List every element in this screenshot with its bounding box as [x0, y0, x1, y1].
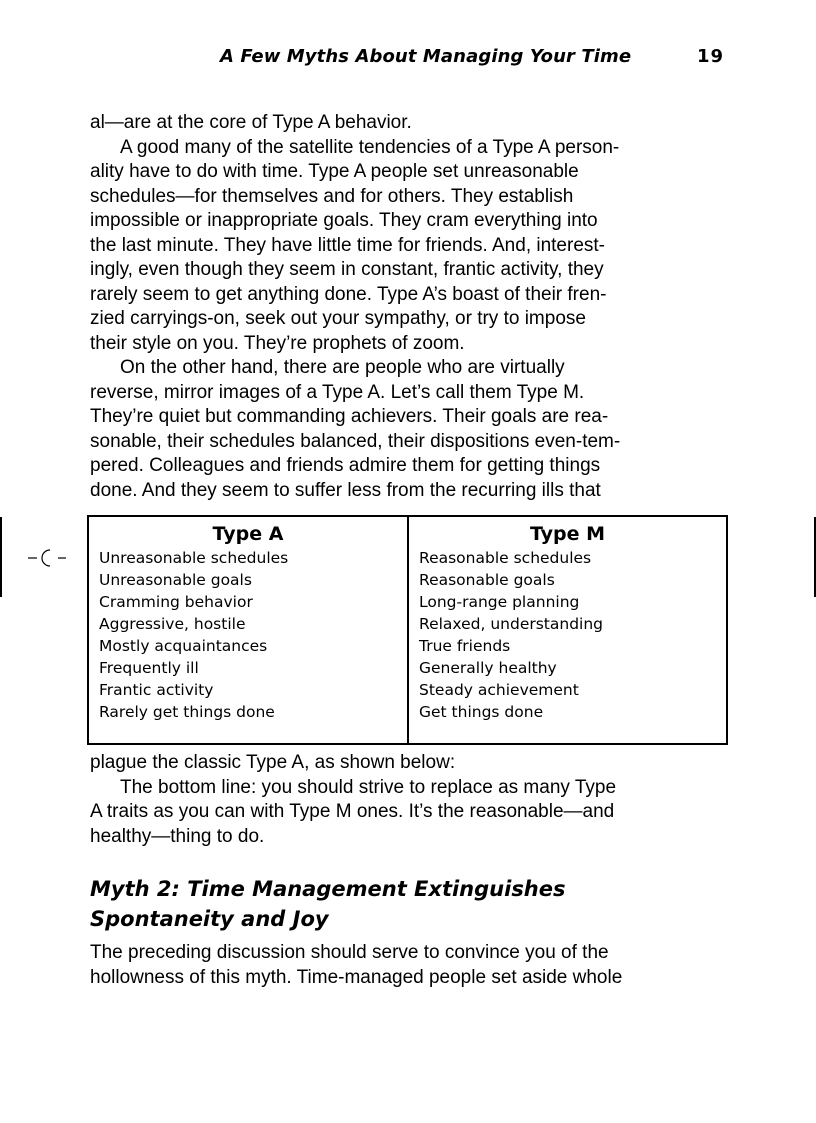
page-number: 19	[696, 46, 724, 67]
body-text-middle	[90, 751, 726, 849]
body-text-bottom	[90, 941, 726, 990]
text-line: schedules—for themselves and for others. They establish	[90, 185, 574, 207]
trim-mark-left	[0, 517, 2, 597]
text-line: The preceding discussion should serve to convince you of the	[90, 942, 609, 963]
registration-mark-icon	[28, 546, 68, 570]
text-line: healthy—thing to do.	[90, 825, 265, 847]
type-m-item: Relaxed, understanding	[419, 615, 604, 633]
text-line: They’re quiet but commanding achievers. Their goals are rea-	[90, 406, 609, 427]
text-line: The bottom line: you should strive to replace as many Type	[120, 776, 617, 798]
type-a-item: Frequently ill	[99, 659, 199, 677]
running-head-title: A Few Myths About Managing Your Time	[220, 46, 632, 67]
type-m-item: Reasonable goals	[419, 571, 555, 589]
text-line: sonable, their schedules balanced, their dispositions even-tem-	[90, 430, 621, 452]
type-a-item: Rarely get things done	[99, 703, 275, 721]
section-heading-line: Myth 2: Time Management Extinguishes	[90, 877, 566, 901]
type-m-item: Long-range planning	[419, 593, 580, 611]
type-m-column	[409, 517, 726, 743]
type-a-item: Mostly acquaintances	[99, 637, 268, 655]
text-line: rarely seem to get anything done. Type A’s boast of their fren-	[90, 283, 607, 305]
text-line: ality have to do with time. Type A people set unreasonable	[90, 161, 579, 182]
type-comparison-table	[87, 515, 728, 745]
type-a-item: Unreasonable goals	[99, 571, 252, 589]
text-line: al—are at the core of Type A behavior.	[90, 112, 412, 133]
type-a-item: Cramming behavior	[99, 593, 253, 611]
type-a-header: Type A	[212, 523, 284, 545]
type-m-item: True friends	[419, 637, 511, 655]
type-a-item: Unreasonable schedules	[99, 549, 289, 567]
type-a-item: Frantic activity	[99, 681, 214, 699]
text-line: their style on you. They’re prophets of zoom.	[90, 332, 465, 354]
text-line: pered. Colleagues and friends admire them for getting things	[90, 455, 601, 476]
type-m-item: Generally healthy	[419, 659, 557, 677]
text-line: On the other hand, there are people who are virtually	[120, 357, 565, 378]
section-heading-line: Spontaneity and Joy	[90, 907, 329, 931]
text-line: zied carryings-on, seek out your sympathy, or try to impose	[90, 308, 586, 329]
text-line: ingly, even though they seem in constant, frantic activity, they	[90, 259, 604, 280]
text-line: reverse, mirror images of a Type A. Let’s call them Type M.	[90, 381, 585, 403]
text-line: the last minute. They have little time for friends. And, interest-	[90, 234, 606, 256]
text-line: plague the classic Type A, as shown below:	[90, 752, 456, 773]
running-head	[218, 46, 730, 72]
type-m-header: Type M	[529, 523, 606, 545]
type-a-column	[89, 517, 409, 743]
text-line: hollowness of this myth. Time-managed people set aside whole	[90, 966, 623, 988]
text-line: A good many of the satellite tendencies of a Type A person-	[120, 136, 620, 158]
text-line: impossible or inappropriate goals. They cram everything into	[90, 210, 598, 231]
section-heading	[90, 874, 726, 934]
text-line: done. And they seem to suffer less from the recurring ills that	[90, 479, 601, 501]
type-m-item: Get things done	[419, 703, 544, 721]
text-line: A traits as you can with Type M ones. It’s the reasonable—and	[90, 801, 615, 822]
type-m-item: Reasonable schedules	[419, 549, 592, 567]
type-a-item: Aggressive, hostile	[99, 615, 246, 633]
type-m-item: Steady achievement	[419, 681, 579, 699]
body-text-top	[90, 111, 726, 503]
